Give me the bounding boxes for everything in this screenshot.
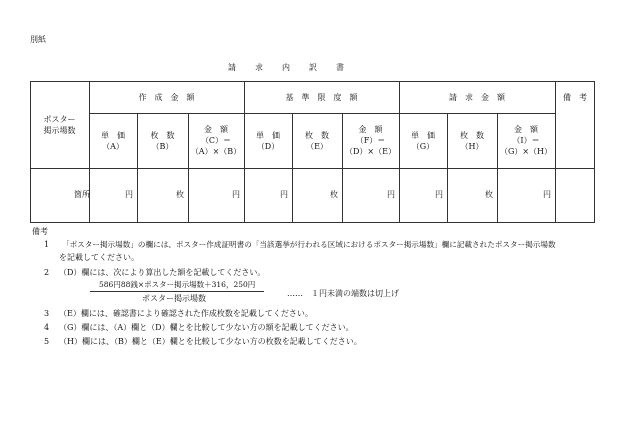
remarks-header: 備 考 — [563, 92, 587, 102]
unit-yen-c: 円 — [232, 190, 240, 199]
poster-sites-header — [30, 81, 89, 168]
note-1-line1: 「ポスター掲示場数」の欄には、ポスター作成証明書の「当該選挙が行われる区域におけるポスター掲示場数」欄に記載されたポスター掲示場数 — [62, 240, 556, 249]
note-number: 3 — [44, 309, 50, 318]
unit-yen-g: 円 — [435, 190, 443, 199]
note-number: 2 — [44, 268, 50, 277]
formula-fraction-bar — [90, 291, 264, 292]
notes-heading: 備考 — [32, 227, 48, 236]
production-amount-header: 作 成 金 額 — [138, 92, 195, 102]
note-number: 4 — [44, 323, 50, 332]
unit-sheets-b: 枚 — [176, 190, 184, 199]
standard-limit-header: 基 準 限 度 額 — [285, 92, 358, 102]
unit-sheets-h: 枚 — [485, 190, 493, 199]
column-h-header: 枚 数 （H） — [460, 130, 484, 151]
note-1-line2: を記載してください。 — [59, 253, 139, 262]
column-b-header: 枚 数 （B） — [150, 130, 175, 151]
column-c-header: 金 額 （C）＝ （A）×（B） — [190, 125, 242, 156]
note-2-line1: （D）欄には、次により算出した額を記載してください。 — [59, 268, 266, 277]
table-rule — [30, 168, 595, 169]
column-g-header: 単 価 （G） — [411, 130, 435, 151]
note-5-line1: （H）欄には、（B）欄と（E）欄とを比較して少ない方の枚数を記載してください。 — [59, 337, 362, 346]
column-i-header: 金 額 （I）＝ （G）×（H） — [499, 125, 553, 156]
column-e-header: 枚 数 （E） — [305, 130, 329, 151]
note-3-line1: （E）欄には、確認書により確認された作成枚数を記載してください。 — [59, 309, 313, 318]
poster-sites-header-line1: ポスター — [43, 114, 76, 124]
unit-sheets-e: 枚 — [330, 190, 338, 199]
unit-yen-f: 円 — [387, 190, 395, 199]
page-title: 請 求 内 訳 書 — [228, 63, 345, 72]
attachment-label: 別紙 — [30, 35, 46, 44]
unit-yen-a: 円 — [125, 190, 133, 199]
column-f-header: 金 額 （F）＝ （D）×（E） — [345, 125, 396, 156]
note-number: 5 — [44, 337, 50, 346]
poster-sites-header-line2: 掲示場数 — [43, 125, 76, 135]
column-a-header: 単 価 （A） — [101, 130, 125, 151]
column-d-header: 単 価 （D） — [256, 130, 280, 151]
note-4-line1: （G）欄には、（A）欄と（D）欄とを比較して少ない方の額を記載してください。 — [59, 323, 354, 332]
formula-denominator: ポスター掲示場数 — [142, 294, 206, 303]
locations-unit: 箇所 — [74, 190, 90, 199]
claim-amount-header: 請 求 金 額 — [449, 92, 505, 102]
unit-yen-i: 円 — [543, 190, 551, 199]
unit-yen-d: 円 — [280, 190, 288, 199]
formula-numerator: 586円88銭×ポスター掲示場数＋316，250円 — [99, 280, 256, 289]
formula-rounding-note: …… １円未満の端数は切上げ — [287, 289, 399, 298]
note-number: 1 — [44, 240, 50, 249]
